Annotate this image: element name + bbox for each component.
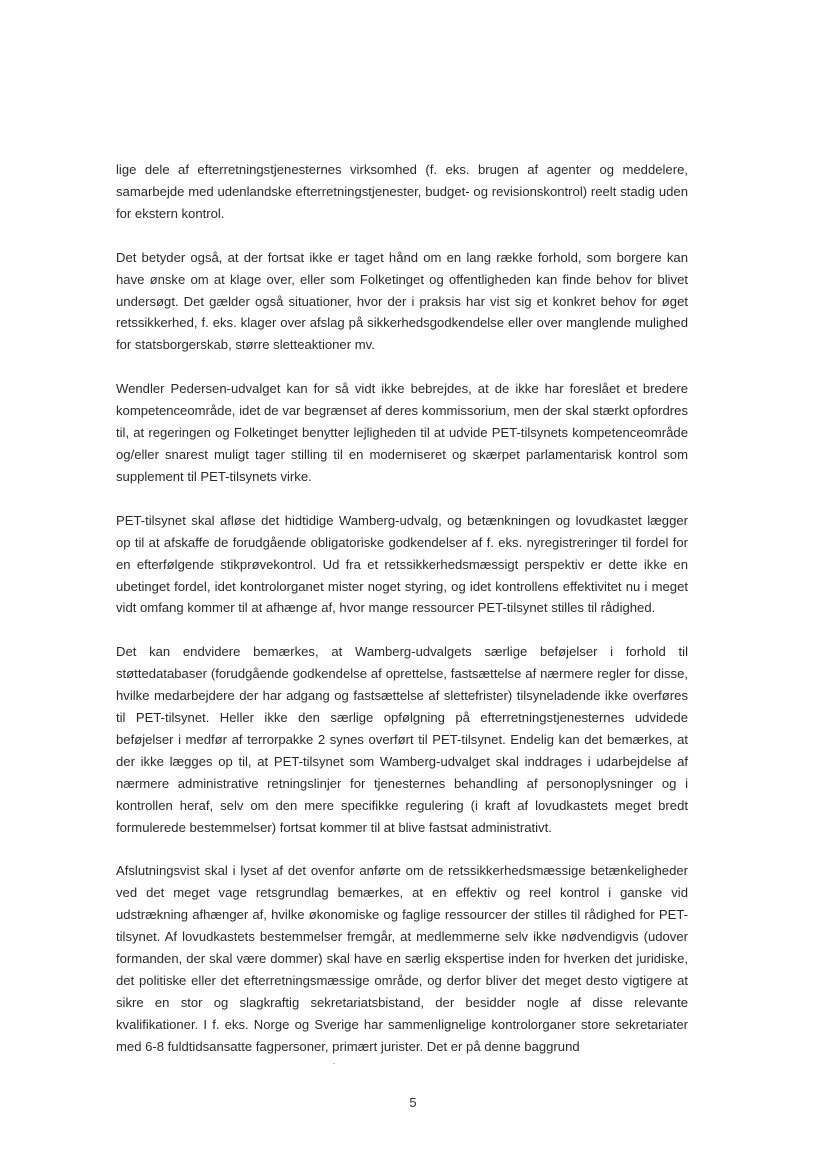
paragraph-6: Afslutningsvist skal i lyset af det ovenfor anførte om de retssikkerhedsmæssige betænkeligheder ved det meget vage retsgrundlag bemærkes, at en effektiv og reel kontrol i ganske vid udstrækning afhænger af, hvilke økonomiske og faglige ressourcer der stilles til rådighed for PET-tilsynet. Af lovudkastets bestemmelser fremgår, at medlemmerne selv ikke nødvendigvis (udover formanden, der skal være dommer) skal have en særlig ekspertise inden for hverken det juridiske, det politiske eller det efterretningsmæssige område, og derfor bliver det meget desto vigtigere at sikre en stor og slagkraftig sekretariatsbistand, der besidder nogle af disse relevante kvalifikationer. I f. eks. Norge og Sverige har sammenlignelige kontrolorganer store sekretariater med 6-8 fuldtidsansatte fagpersoner, primært jurister. Det er på denne baggrund: [116, 863, 688, 1054]
paragraph-4: PET-tilsynet skal afløse det hidtidige Wamberg-udvalg, og betænkningen og lovudkastet lægger op til at afskaffe de forudgående obligatoriske godkendelser af f. eks. nyregistreringer til fordel for en efterfølgende stikprøvekontrol. Ud fra et retssikkerhedsmæssigt perspektiv er dette ikke en ubetinget fordel, idet kontrolorganet mister noget styring, og idet kontrollens effektivitet nu i meget vidt omfang kommer til at afhænge af, hvor mange ressourcer PET-tilsynet stilles til rådighed.: [116, 512, 688, 616]
body-text: [116, 159, 688, 1080]
page-number: 5: [409, 1095, 417, 1110]
scan-speck: [333, 1063, 335, 1064]
paragraph-3: Wendler Pedersen-udvalget kan for så vidt ikke bebrejdes, at de ikke har foreslået et bredere kompetenceområde, idet de var begrænset af deres kommissorium, men der skal stærkt opfordres til, at regeringen og Folketinget benytter lejligheden til at udvide PET-tilsynets kompetenceområde og/eller snarest muligt tager stilling til en moderniseret og skærpet parlamentarisk kontrol som supplement til PET-tilsynets virke.: [116, 381, 688, 484]
paragraph-2: Det betyder også, at der fortsat ikke er taget hånd om en lang række forhold, som borgere kan have ønske om at klage over, eller som Folketinget og offentligheden kan finde behov for blivet undersøgt. Det gælder også situationer, hvor der i praksis har vist sig et konkret behov for øget retssikkerhed, f. eks. klager over afslag på sikkerhedsgodkendelse eller over manglende mulighed for statsborgerskab, større sletteaktioner mv.: [116, 249, 688, 353]
paragraph-1: lige dele af efterretningstjenesternes virksomhed (f. eks. brugen af agenter og meddelere, samarbejde med udenlandske efterretningstjenester, budget- og revisionskontrol) reelt stadig uden for ekstern kontrol.: [116, 162, 688, 221]
paragraph-5: Det kan endvidere bemærkes, at Wamberg-udvalgets særlige beføjelser i forhold til støttedatabaser (forudgående godkendelse af oprettelse, fastsættelse af nærmere regler for disse, hvilke medarbejdere der har adgang og fastsættelse af slettefrister) tilsyneladende ikke overføres til PET-tilsynet. Heller ikke den særlige opfølgning på efterretningstjenesternes udvidede beføjelser i medfør af terrorpakke 2 synes overført til PET-tilsynet. Endelig kan det bemærkes, at der ikke lægges op til, at PET-tilsynet som Wamberg-udvalget skal inddrages i udarbejdelse af nærmere administrative retningslinjer for tjenesternes behandling af personoplysninger og i kontrollen heraf, selv om den mere specifikke regulering (i kraft af lovudkastets meget bredt formulerede bestemmelser) fortsat kommer til at blive fastsat administrativt.: [116, 644, 688, 835]
